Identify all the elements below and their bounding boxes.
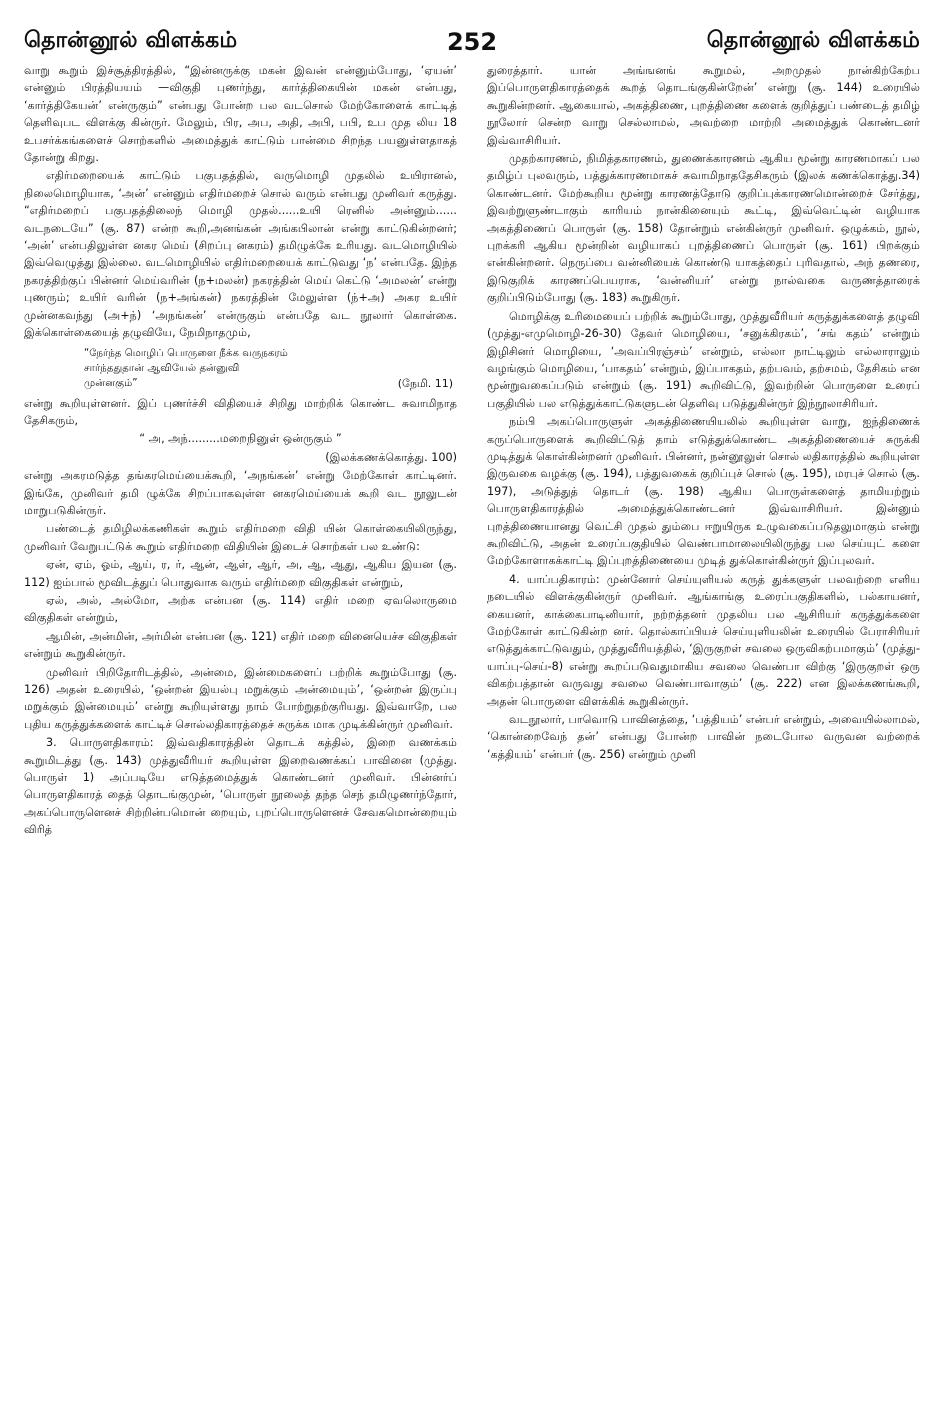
- running-title-left: தொன்னூல் விளக்கம்: [24, 28, 238, 53]
- paragraph: என்று அகரமடுத்த தங்கரமெய்யைக்கூறி, ‘அநங்கன்’ என்று மேற்கோள் காட்டினர். இங்கே, முனிவர் தமி ழுக்கே சிறப்பாகவுள்ள னகரமெய்யைக் கூறி வட நூலுடன் மாறுபடுகின்ருர்.: [24, 469, 457, 517]
- running-title-right: தொன்னூல் விளக்கம்: [706, 28, 920, 53]
- paragraph: எதிர்மறையைக் காட்டும் பகுபதத்தில், வருமொழி முதலில் உயிரானல், நிலைமொழியாக, ‘அன்’ என்னும் எதிர்மறைச் சொல் வரும் என்பது முனிவர் கருத்து. “எதிர்மறைப் பகுபதத்திலைந் மொழி முதல்......உயி ரெனில் அன்னும்...... வடநடையே” (சூ. 87) என்ற கூறி,அனங்கன் அங்கபிலான் என்று காட்டுகின்றனர்; ‘அன்’ என்பதிலுள்ள னகர மெய் (சிறப்பு னகரம்) தமிழுக்கே உரியது. வடமொழியில் இவ்வெழுத்து இல்லை. வடமொழியில் எதிர்மறையைக் காட்டுவது ‘ந’ என்பதே. இந்த நகரத்திற்குப் பின்னர் மெய்வரின் (ந+மலன்) நகரத்தின் மெய் கெட்டு ‘அமலன்’ என்று புணரும்; உயிர் வரின் (ந+அங்கன்) நகரத்தின் மேலுள்ள (ந்+அ) அகர உயிர் முன்னகவந்து (அ+ந்) ‘அநங்கன்’ என்ருகும் என்பதே வட நூலார் கொள்கை. இக்கொள்கையைத் தழுவியே, நேமிநாதமும்,: [24, 169, 457, 340]
- page-header: [24, 14, 920, 58]
- section-paragraph: 4. யாப்பதிகாரம்: முன்னோர் செய்யுளியல் கருத் துக்களுள் பலவற்றை எளிய நடையில் விளக்குகின்ருர் முனிவர். ஆங்காங்கு உரைப்பகுதிகளில், பல்காயனர், கையனர், காக்கைபாடினியார், நற்றத்தனர் முதலிய பல ஆசிரியர் கருத்துக்களை மேற்கோள் காட்டுகின்ற னர். தொல்காப்பியச் செய்யுளியலின் உரையில் பேராசிரியர் எடுத்துக்காட்டுவதும், முத்துவீரியத்தில், ‘இருகுறள் சவலை ஒருவிகற்பமாகும்’ (முத்து-யாப்பு-செய்-8) என்று கூறப்படுவதுமாகிய சவலை வெண்பா விற்கு ‘இருகுறள் ஒரு விகற்பத்தான் வருவது சவலை வெண்பாவாகும்’ (சூ. 222) என இலக்கணங்கூறி, அதன் பொருளை விளக்கிக் கூறுகின்ருர்.: [487, 572, 920, 708]
- paragraph: மொழிக்கு உரிமையைப் பற்றிக் கூறும்போது, முத்துவீரியர் கருத்துக்களைத் தழுவி (முத்து-எமுமொழி-26-30) தேவர் மொழியை, ‘சனுக்கிரகம்’, ‘சங் கதம்’ என்றும் இழிசினர் மொழியை, ‘அவப்பிரஞ்சம்’ என்றும், எல்லா நாட்டிலும் எல்லாராலும் வழங்கும் மொழியை, ‘பாகதம்’ என்றும், இப்பாகதம், தற்பவம், தற்சமம், தேசிகம் என மூன்றுவகைப்படும் என்றும் (சூ. 191) கூறிவிட்டு, இவற்றின் பொருளை உரைப் பகுதியில் பல எடுத்துக்காட்டுகளுடன் தெளிவு படுத்துகின்ருர் இந்நூலாசிரியர்.: [487, 309, 920, 410]
- paragraph: முதற்காரணம், நிமித்தகாரணம், துணைக்காரணம் ஆகிய மூன்று காரணமாகப் பல தமிழ்ப் புலவரும், பத்துக்காரணமாகச் சுவாமிநாததேசிகரும் (இலக் கணக்கொத்து.34) கொண்டனர். மேற்கூறிய மூன்று காரணத்தோடு குறிப்புக்காரணமொன்றைச் சேர்த்து, இவற்றுளுண்டாகும் காரியம் நான்கினையும் கூட்டி, இவ்வெட்டின் வழியாக அகத்திணைப் பொருள் (சூ. 158) தோன்றும் என்கின்ருர் முனிவர். ஒழுக்கம், நூல், புறக்கரி ஆகிய மூன்றின் வழியாகப் புறத்திணைப் பொருள் (சூ. 161) பிறக்கும் என்கின்றனர். நெருப்பை வன்னியைக் கொண்டு யாகத்தைப் புரிவதால், அந் தணரை, இடுகுறிக் காரணப்பெயராக, ‘வன்னியர்’ என்று நால்வகை வருணத்தாரைக் குறிப்பிடும்போது (சூ. 183) கூறுகிருர்.: [487, 152, 920, 305]
- paragraph: முனிவர் பிறிதோரிடத்தில், அன்மை, இன்மைகளைப் பற்றிக் கூறும்போது (சூ. 126) அதன் உரையில், ‘ஒன்றன் இயல்பு மறுக்கும் அன்மையும்’, ‘ஒன்றன் இருப்பு மறுக்கும் இன்மையும்’ என்று கூறியுள்ளது நாம் போற்றுதற்குரியது. இவ்வாறே, பல புதிய கருத்துக்களைக் காட்டிச் சொல்லதிகாரத்தைச் சுருக்க மாக முடிக்கின்ருர் முனிவர்.: [24, 665, 457, 731]
- paragraph: பண்டைத் தமிழிலக்கணிகள் கூறும் எதிர்மறை விதி யின் கொள்கையிலிருந்து, முனிவர் வேறுபட்டுக் கூறும் எதிர்மறை விதியின் இடைச் சொற்கள் பல உண்டு:: [24, 522, 457, 553]
- paragraph: வாறு கூறும் இச்சூத்திரத்தில், “இன்னருக்கு மகன் இவன் என்னும்போது, ‘ஏயன்’ என்னும் பிரத்தியயம் —விகுதி புணர்ந்து, கார்த்திகையின் மகன் என்பது, ‘கார்த்திகேயன்’ என்ருகும்” என்பது போன்ற பல வடசொல் மேற்கோளைக் காட்டித் தெளிவுபட விளக்கு கின்ருர். மேலும், பிர, அப, அதி, அபி, பபி, உப முத லிய 18 உபசர்க்கங்களைச் சொற்களில் அமைத்துக் காட்டும் பான்மை சிறந்த பயனுள்ளதாகத் தோன்று கிறது.: [24, 64, 457, 165]
- quote-reference: (இலக்கணக்கொத்து. 100): [325, 450, 457, 464]
- verse-line: சார்ந்ததுதான் ஆவியேல் தன்னுவி: [84, 362, 240, 374]
- left-column: [24, 62, 457, 1412]
- verse-quote: [84, 346, 457, 391]
- paragraph: ஏன், ஏம், ஓம், ஆய், ர, ர், ஆன், ஆள், ஆர், அ, ஆ, ஆது, ஆகிய இயன (சூ. 112) ஐம்பால் மூவிடத்துப் பொதுவாக வரும் எதிர்மறை விகுதிகள் என்றும்,: [24, 558, 457, 589]
- paragraph: நம்பி அகப்பொருளுள் அகத்திணையியலில் கூறியுள்ள வாறு, ஐந்திணைக் கருப்பொருளைக் கூறிவிட்டுத் தாம் எடுத்துக்கொண்ட அகத்திணையைச் சுருக்கி முடித்துக் கொள்கின்றனர் முனிவர். பின்னர், நன்னூலுள் சொல் லதிகாரத்தில் கூறியுள்ள இருவகை வழக்கு (சூ. 194), பத்துவகைக் குறிப்புச் சொல் (சூ. 195), மரபுச் சொல் (சூ. 197), அடுத்துத் தொடர் (சூ. 198) ஆகிய பொருள்களைத் தாமியற்றும் பொருளதிகாரத்தில் அமைத்துக்கொண்டனர் இவ்வாசிரியர். இன்னும் புறத்திணையானது வெட்சி முதல் தும்பை ஈறுயிருக உழுவகைப்படுதலுமாகும் என்று கூறிவிட்டு, அதன் உரைப்பகுதியில் வெண்பாமாலையிலிருந்து பல செய்யுட் களை மேற்கோளாகக்காட்டி இப்புறத்திணையை முடித் துக்கொள்கின்ருர் இப்புலவர்.: [487, 415, 920, 568]
- paragraph: என்று கூறியுள்ளனர். இப் புணர்ச்சி விதியைச் சிறிது மாற்றிக் கொண்ட சுவாமிநாத தேசிகரும்,: [24, 396, 457, 427]
- paragraph: துரைத்தார். யான் அங்ஙனங் கூறுமல், அறமுதல் நான்கிற்கேற்ப இப்பொருளதிகாரத்தைக் கூறத் தொடங்குகின்றேன்’ என்று (சூ. 144) உரையில் கூறுகின்றனர். ஆகையால், அகத்திணை, புறத்திணை களைக் குறித்துப் பண்டைத் தமிழ் நூலோர் சென்ற வாறு செல்லாமல், அவற்றை மாற்றி அமைத்துக் கொண்டனர் இவ்வாசிரியர்.: [487, 64, 920, 147]
- verse-line: “நேர்ந்த மொழிப் பொருளை நீக்க வருநகரம்: [84, 347, 288, 359]
- quoted-line: “ அ, அந்.........மறைநினுள் ஒன்ருகும் ”: [139, 432, 342, 446]
- document-page: [24, 14, 920, 1414]
- text-columns: [24, 62, 920, 1412]
- page-number: 252: [446, 28, 498, 56]
- verse-line: முன்னகும்”: [84, 377, 138, 389]
- section-paragraph: 3. பொருளதிகாரம்: இவ்வதிகாரத்தின் தொடக் கத்தில், இறை வணக்கம் கூறுமிடத்து (சூ. 143) முத்துவீரியர் கூறியுள்ள இறைவணக்கப் பாவினை (முத்து. பொருள் 1) அப்படியே எடுத்தமைத்துக் கொண்டனர் முனிவர். பின்னர்ப் பொருளதிகாரத் தைத் தொடங்குமுன், ‘பொருள் நூலைத் தந்த செந் தமிழுணர்ந்தோர், அகப்பொருளெனச் சிற்றின்பமொன் றையும், புறப்பொருளெனச் சேவகமொன்றையும் விரித்: [24, 736, 457, 837]
- verse-reference: (நேமி. 11): [397, 376, 453, 390]
- right-column: [487, 62, 920, 1412]
- paragraph: வடநூலார், பாவொடு பாவினத்தை, ‘பத்தியம்’ என்பர் என்றும், அவையில்லாமல், ‘கொன்றைவேந் தன்’ என்பது போன்ற பாவின் நடைபோல வருவன வற்றைக் ‘கத்தியம்’ என்பர் (சூ. 256) என்றும் முனி: [487, 713, 920, 761]
- paragraph: ஆமின், அன்மின், அர்மின் என்பன (சூ. 121) எதிர் மறை வினையெச்ச விகுதிகள் என்றும் கூறுகின்ருர்.: [24, 629, 457, 661]
- paragraph: ஏல், அல், அல்மோ, அற்க என்பன (சூ. 114) எதிர் மறை ஏவலொருமை விகுதிகள் என்றும்,: [24, 593, 457, 625]
